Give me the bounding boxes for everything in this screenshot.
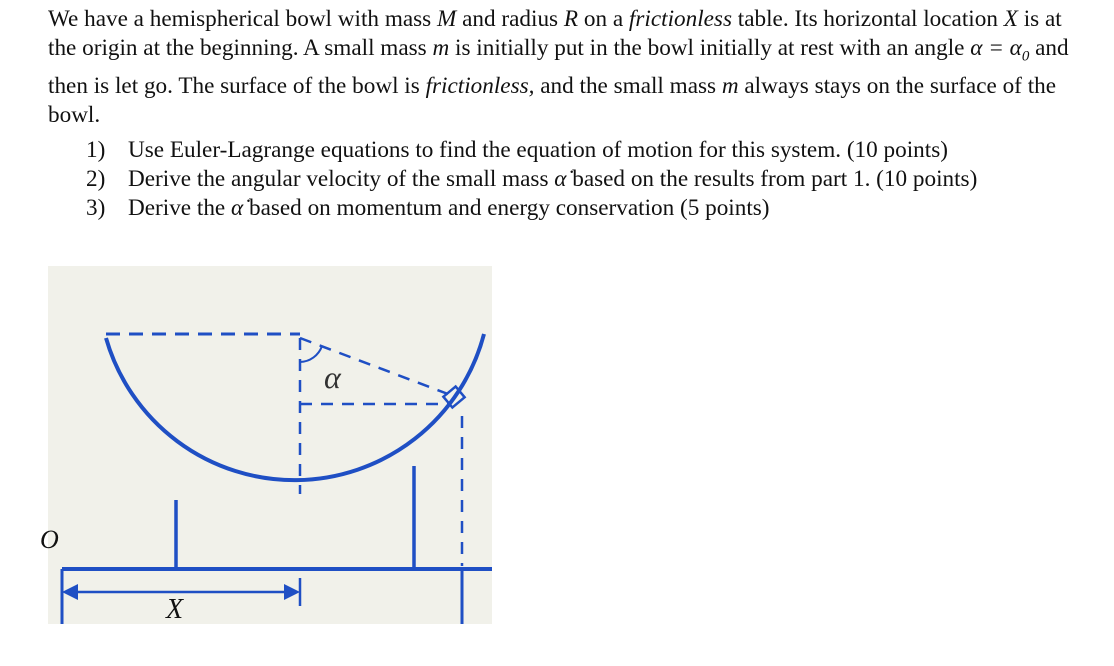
x-label: X (166, 594, 184, 625)
task-item: 1) Use Euler-Lagrange equations to find the equation of motion for this system. (10 points) (86, 137, 948, 163)
bowl-diagram (40, 266, 492, 625)
angle-label: α (324, 359, 341, 395)
task-item: 2) Derive the angular velocity of the small mass α̇ based on the results from part 1. (10 points) (86, 166, 978, 192)
problem-statement: We have a hemispherical bowl with mass M and radius R on a frictionless table. Its horizontal location X is at the origin at the beginning. A small mass m is initially put in the bowl initially at rest with an angle $\alpha = \alpha_0$ and then is let go. The surface of the bowl is frictionless, and the small mass m always stays on the surface of the bowl. (48, 6, 1069, 128)
task-list (86, 136, 1066, 223)
origin-label: O (40, 525, 59, 554)
task-item: 3) Derive the α̇ based on momentum and energy conservation (5 points) (86, 195, 770, 221)
